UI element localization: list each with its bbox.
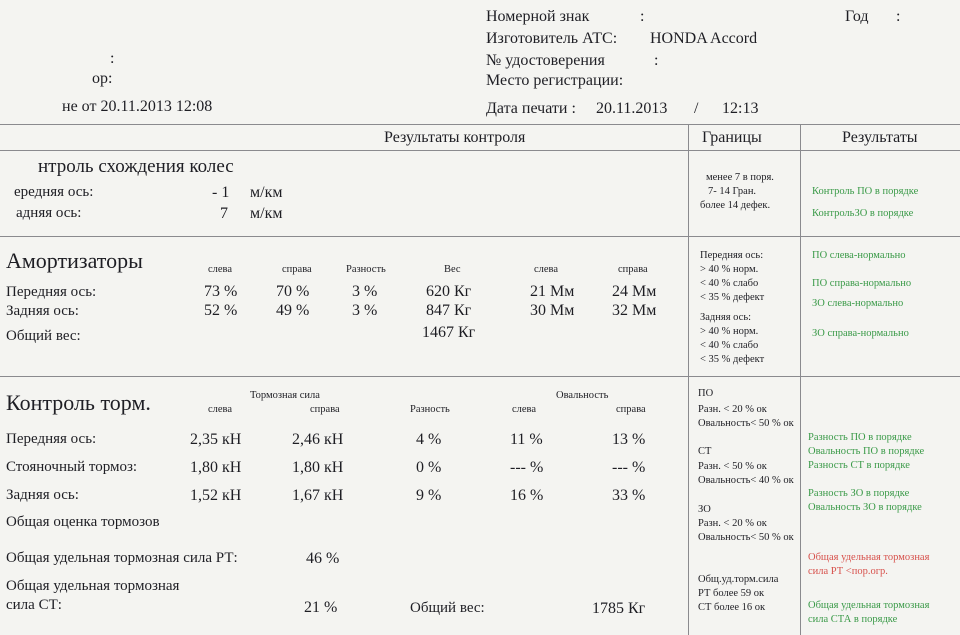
shocks-result-4: ЗО справа-нормально — [812, 328, 909, 339]
alignment-front-label: ередняя ось: — [14, 184, 94, 200]
brakes-result-red-1: Общая удельная тормозная — [808, 552, 930, 563]
plate-colon: : — [640, 8, 645, 25]
brakes-rear-label: Задняя ось: — [6, 487, 79, 503]
brakes-result-5: Овальность ЗО в порядке — [808, 502, 922, 513]
brakes-specific-st-label-1: Общая удельная тормозная — [6, 578, 180, 594]
brakes-limit-5: Разн. < 50 % ок — [698, 461, 767, 472]
brakes-specific-st-value: 21 % — [304, 599, 338, 616]
print-date-value: 20.11.2013 — [596, 100, 668, 117]
brakes-specific-rt-label: Общая удельная тормозная сила РТ: — [6, 550, 238, 566]
shocks-front-left: 73 % — [204, 283, 238, 300]
shocks-rear-left: 52 % — [204, 302, 238, 319]
col-results-control: Результаты контроля — [384, 129, 526, 146]
brakes-title: Контроль торм. — [6, 390, 151, 415]
shocks-result-2: ПО справа-нормально — [812, 278, 912, 289]
maker-value: HONDA Accord — [650, 30, 758, 47]
brakes-rear-oval-left: 16 % — [510, 487, 544, 504]
alignment-rear-value: 7 — [220, 205, 228, 222]
brakes-park-left: 1,80 кН — [190, 459, 242, 476]
brakes-specific-st-label-2: сила СТ: — [6, 597, 62, 613]
maker-label: Изготовитель АТС: — [486, 30, 618, 47]
brakes-limit-10: Общ.уд.торм.сила — [698, 574, 779, 585]
shocks-rear-left2: 30 Мм — [530, 302, 575, 319]
shocks-title: Амортизаторы — [6, 248, 143, 273]
brakes-col-left: слева — [208, 404, 233, 415]
section-divider-2 — [0, 376, 960, 377]
brakes-limit-3: Овальность< 50 % ок — [698, 418, 794, 429]
header-top-line — [0, 124, 960, 125]
shocks-total-label: Общий вес: — [6, 328, 81, 344]
alignment-result-1: Контроль ПО в порядке — [812, 186, 919, 197]
shocks-limit-6: > 40 % норм. — [700, 326, 759, 337]
brakes-limit-7: ЗО — [698, 504, 711, 515]
brakes-park-right: 1,80 кН — [292, 459, 344, 476]
shocks-front-label: Передняя ось: — [6, 284, 97, 300]
print-separator: / — [694, 100, 699, 117]
shocks-front-right: 70 % — [276, 283, 310, 300]
alignment-limit-2: 7- 14 Гран. — [708, 186, 757, 197]
brakes-specific-rt-value: 46 % — [306, 550, 340, 567]
brakes-rear-oval-right: 33 % — [612, 487, 646, 504]
brakes-force-header: Тормозная сила — [250, 390, 320, 401]
cert-colon: : — [654, 52, 659, 69]
shocks-front-weight: 620 Кг — [426, 283, 472, 300]
header-bottom-line — [0, 150, 960, 151]
alignment-result-2: КонтрольЗО в порядке — [812, 208, 914, 219]
brakes-limit-1: ПО — [698, 388, 714, 399]
brakes-front-oval-right: 13 % — [612, 431, 646, 448]
shocks-col-diff: Разность — [346, 264, 386, 275]
shocks-total-value: 1467 Кг — [422, 324, 476, 341]
shocks-col-right2: справа — [618, 264, 648, 275]
brakes-total-weight-value: 1785 Кг — [592, 600, 646, 617]
brakes-limit-9: Овальность< 50 % ок — [698, 532, 794, 543]
print-time: 12:13 — [722, 100, 759, 117]
shocks-limit-7: < 40 % слабо — [700, 340, 759, 351]
brakes-front-diff: 4 % — [416, 431, 442, 448]
brakes-rear-diff: 9 % — [416, 487, 442, 504]
brakes-oval-header: Овальность — [556, 390, 609, 401]
col-limits: Границы — [702, 129, 762, 146]
cert-label: № удостоверения — [486, 52, 605, 69]
col-results: Результаты — [842, 129, 918, 146]
brakes-limit-2: Разн. < 20 % ок — [698, 404, 767, 415]
shocks-limit-8: < 35 % дефект — [700, 354, 765, 365]
shocks-limit-1: Передняя ось: — [700, 250, 764, 261]
brakes-park-diff: 0 % — [416, 459, 442, 476]
control-date: не от 20.11.2013 12:08 — [62, 98, 213, 115]
brakes-col-right2: справа — [616, 404, 646, 415]
alignment-rear-label: адняя ось: — [16, 205, 82, 221]
column-divider-limits — [688, 124, 689, 635]
brakes-rear-left: 1,52 кН — [190, 487, 242, 504]
year-label: Год — [845, 8, 869, 25]
year-colon: : — [896, 8, 901, 25]
brakes-front-right: 2,46 кН — [292, 431, 344, 448]
shocks-col-right: справа — [282, 264, 312, 275]
shocks-front-diff: 3 % — [352, 283, 378, 300]
alignment-front-value: - 1 — [212, 184, 230, 201]
brakes-col-right: справа — [310, 404, 340, 415]
brakes-result-1: Разность ПО в порядке — [808, 432, 912, 443]
plate-label: Номерной знак — [486, 8, 590, 25]
alignment-title: нтроль схождения колес — [38, 156, 234, 177]
alignment-limit-3: более 14 дефек. — [700, 200, 771, 211]
column-divider-results — [800, 124, 801, 635]
reg-label: Место регистрации: — [486, 72, 624, 89]
alignment-front-unit: м/км — [250, 184, 283, 201]
brakes-rear-right: 1,67 кН — [292, 487, 344, 504]
brakes-col-left2: слева — [512, 404, 537, 415]
brakes-limit-12: СТ более 16 ок — [698, 602, 766, 613]
shocks-limit-2: > 40 % норм. — [700, 264, 759, 275]
alignment-limit-1: менее 7 в поря. — [706, 172, 774, 183]
shocks-col-left2: слева — [534, 264, 559, 275]
shocks-front-right2: 24 Мм — [612, 283, 657, 300]
brakes-front-left: 2,35 кН — [190, 431, 242, 448]
shocks-col-weight: Вес — [444, 264, 461, 275]
brakes-result-2: Овальность ПО в порядке — [808, 446, 925, 457]
brakes-result-3: Разность СТ в порядке — [808, 460, 910, 471]
section-divider-1 — [0, 236, 960, 237]
print-date-label: Дата печати : — [486, 100, 576, 117]
shocks-rear-weight: 847 Кг — [426, 302, 472, 319]
brakes-limit-4: СТ — [698, 446, 712, 457]
shocks-rear-right2: 32 Мм — [612, 302, 657, 319]
brakes-limit-6: Овальность< 40 % ок — [698, 475, 794, 486]
shocks-front-left2: 21 Мм — [530, 283, 575, 300]
brakes-result-red-2: сила РТ <пор.огр. — [808, 566, 888, 577]
shocks-limit-5: Задняя ось: — [700, 312, 752, 323]
shocks-rear-right: 49 % — [276, 302, 310, 319]
left-partial: ор: — [92, 70, 113, 87]
brakes-park-oval-right: --- % — [612, 459, 646, 476]
shocks-limit-4: < 35 % дефект — [700, 292, 765, 303]
brakes-front-oval-left: 11 % — [510, 431, 543, 448]
shocks-rear-diff: 3 % — [352, 302, 378, 319]
shocks-limit-3: < 40 % слабо — [700, 278, 759, 289]
brakes-result-6: Общая удельная тормозная — [808, 600, 930, 611]
brakes-result-7: сила СТА в порядке — [808, 614, 898, 625]
brakes-result-4: Разность ЗО в порядке — [808, 488, 910, 499]
left-colon: : — [110, 50, 115, 67]
brakes-front-label: Передняя ось: — [6, 431, 97, 447]
shocks-rear-label: Задняя ось: — [6, 303, 79, 319]
alignment-rear-unit: м/км — [250, 205, 283, 222]
brakes-limit-8: Разн. < 20 % ок — [698, 518, 767, 529]
brakes-total-weight-label: Общий вес: — [410, 600, 485, 616]
brakes-park-label: Стояночный тормоз: — [6, 459, 138, 475]
shocks-result-1: ПО слева-нормально — [812, 250, 906, 261]
shocks-result-3: ЗО слева-нормально — [812, 298, 904, 309]
brakes-overall-label: Общая оценка тормозов — [6, 514, 160, 530]
brakes-limit-11: РТ более 59 ок — [698, 588, 765, 599]
shocks-col-left: слева — [208, 264, 233, 275]
brakes-col-diff: Разность — [410, 404, 450, 415]
brakes-park-oval-left: --- % — [510, 459, 544, 476]
